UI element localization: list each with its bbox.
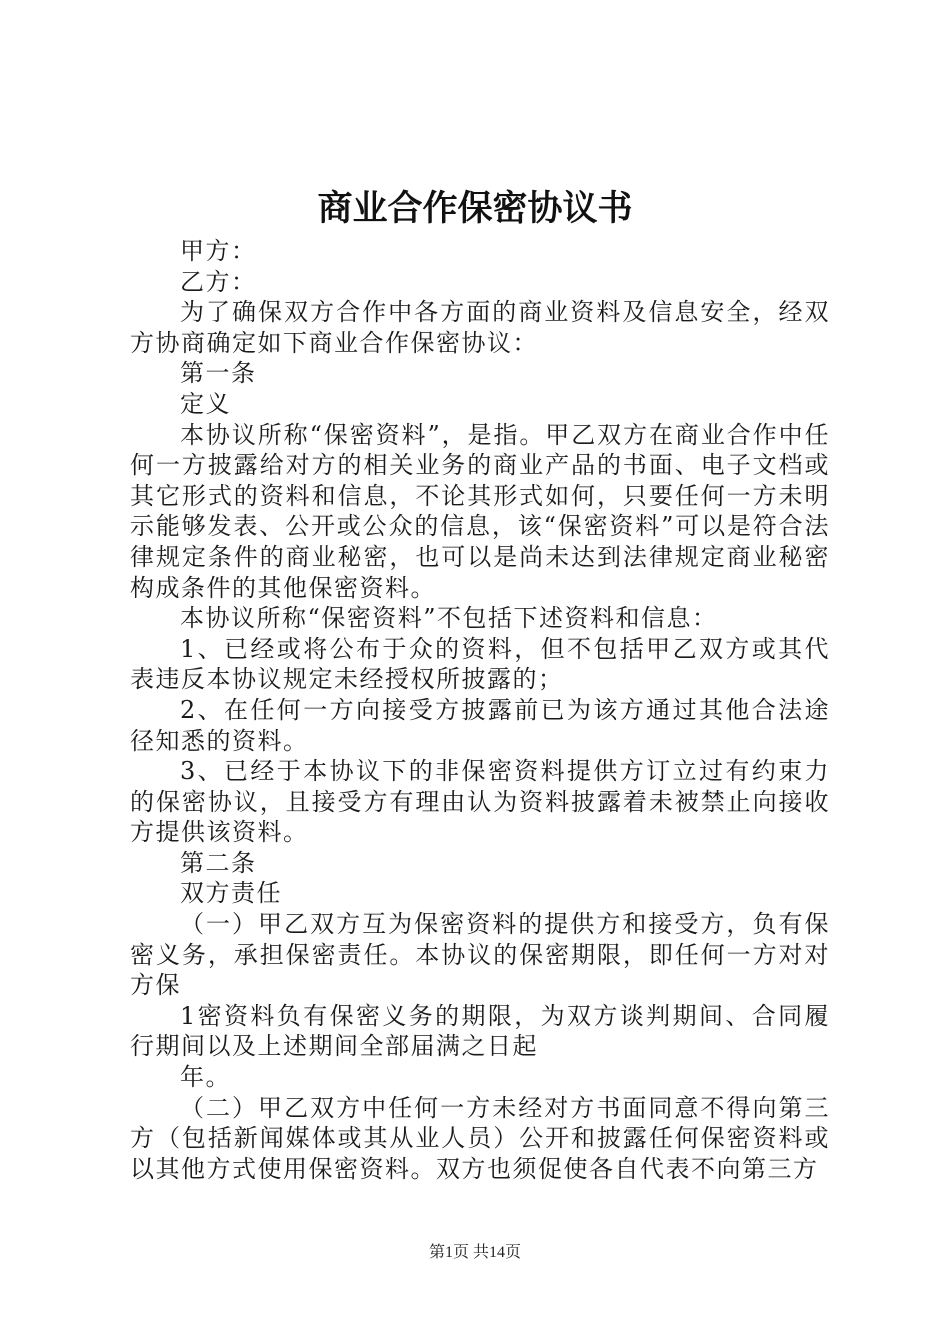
exclusion-item-2: 2、在任何一方向接受方披露前已为该方通过其他合法途径知悉的资料。	[130, 695, 830, 755]
responsibility-clause-1-continued: 1密资料负有保密义务的期限，为双方谈判期间、合同履行期间以及上述期间全部届满之日起	[130, 1001, 830, 1061]
document-body	[130, 236, 830, 1184]
article-2-title: 双方责任	[180, 879, 282, 908]
document-title: 商业合作保密协议书	[317, 188, 633, 229]
exclusion-item-3: 3、已经于本协议下的非保密资料提供方订立过有约束力的保密协议，且接受方有理由认为资料披露着未被禁止向接收方提供该资料。	[130, 757, 830, 847]
article-1-title: 定义	[180, 389, 231, 418]
exclusion-intro-paragraph: 本协议所称“保密资料”不包括下述资料和信息：	[180, 604, 718, 633]
page-number-footer: 第1页 共14页	[428, 1244, 521, 1261]
responsibility-clause-1: （一）甲乙双方互为保密资料的提供方和接受方，负有保密义务，承担保密责任。本协议的保密期限，即任何一方对对方保	[130, 910, 830, 1000]
definition-paragraph: 本协议所称“保密资料”，是指。甲乙双方在商业合作中任何一方披露给对方的相关业务的商业产品的书面、电子文档或其它形式的资料和信息，不论其形式如何，只要任何一方未明示能够发表、公开或公众的信息，该“保密资料”可以是符合法律规定条件的商业秘密，也可以是尚未达到法律规定商业秘密构成条件的其他保密资料。	[130, 420, 830, 602]
responsibility-clause-2: （二）甲乙双方中任何一方未经对方书面同意不得向第三方（包括新闻媒体或其从业人员）公开和披露任何保密资料或以其他方式使用保密资料。双方也须促使各自代表不向第三方	[130, 1093, 830, 1183]
party-b-line: 乙方：	[180, 267, 257, 296]
exclusion-item-1: 1、已经或将公布于众的资料，但不包括甲乙双方或其代表违反本协议规定未经授权所披露的；	[130, 634, 830, 694]
party-a-line: 甲方：	[180, 237, 257, 265]
responsibility-clause-1-year: 年。	[180, 1063, 231, 1092]
article-2-heading: 第二条	[180, 848, 257, 877]
preamble-paragraph: 为了确保双方合作中各方面的商业资料及信息安全，经双方协商确定如下商业合作保密协议：	[130, 298, 830, 357]
article-1-heading: 第一条	[180, 359, 257, 388]
